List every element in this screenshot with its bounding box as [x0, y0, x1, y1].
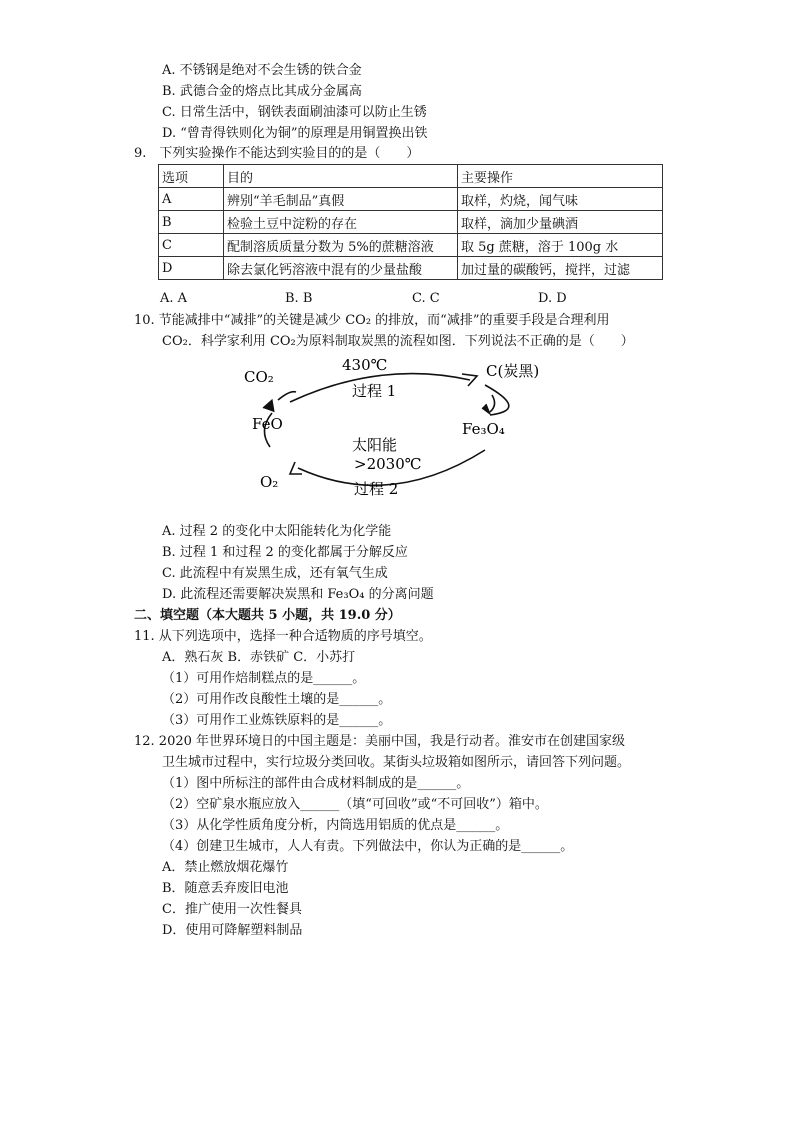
- diagram-co2: CO₂: [244, 368, 274, 386]
- table-header-row: [159, 165, 663, 188]
- q11-stem: 11. 从下列选项中，选择一种合适物质的序号填空。: [134, 629, 432, 644]
- q9-option-d: D. D: [538, 291, 567, 306]
- q10-option-b: B. 过程 1 和过程 2 的变化都属于分解反应: [162, 545, 408, 560]
- table-cell: 除去氯化钙溶液中混有的少量盐酸: [224, 257, 458, 280]
- q9-option-b: B. B: [285, 291, 313, 306]
- q11-choices: A．熟石灰 B．赤铁矿 C．小苏打: [162, 650, 356, 665]
- table-cell: A: [159, 188, 224, 211]
- q12-item-4: （4）创建卫生城市，人人有责。下列做法中，你认为正确的是______。: [162, 839, 574, 854]
- q8-option-a: A. 不锈钢是绝对不会生锈的铁合金: [162, 63, 362, 78]
- diagram-feo: FeO: [252, 415, 283, 433]
- diagram-carbon: C(炭黑): [486, 362, 540, 380]
- o2-arrow-icon: [290, 462, 302, 474]
- co2-arc: [278, 392, 296, 400]
- section-heading: 二、填空题（本大题共 5 小题，共 19.0 分）: [134, 608, 401, 623]
- table-cell: 取 5g 蔗糖，溶于 100g 水: [458, 234, 663, 257]
- q9-stem: 9. 下列实验操作不能达到实验目的的是（ ）: [134, 146, 420, 161]
- q12-stem-line1: 12. 2020 年世界环境日的中国主题是：美丽中国，我是行动者。淮安市在创建国家级: [134, 734, 626, 749]
- q9-table: [158, 164, 663, 280]
- diagram-temp1: 430℃: [342, 356, 388, 374]
- table-header: 主要操作: [458, 165, 663, 188]
- table-cell: 取样，滴加少量碘酒: [458, 211, 663, 234]
- diagram-process2: 过程 2: [354, 480, 399, 498]
- q8-option-d: D. “曾青得铁则化为铜”的原理是用铜置换出铁: [162, 126, 428, 141]
- diagram-fe3o4: Fe₃O₄: [462, 420, 505, 438]
- q12-option-d: D．使用可降解塑料制品: [162, 923, 303, 938]
- q8-option-b: B. 武德合金的熔点比其成分金属高: [162, 84, 362, 99]
- table-cell: 辨别“羊毛制品”真假: [224, 188, 458, 211]
- table-row: [159, 234, 663, 257]
- q12-item-1: （1）图中所标注的部件由合成材料制成的是______。: [162, 776, 470, 791]
- table-row: [159, 188, 663, 211]
- table-cell: 取样，灼烧，闻气味: [458, 188, 663, 211]
- diagram-process1: 过程 1: [352, 382, 397, 400]
- table-cell: 配制溶质质量分数为 5%的蔗糖溶液: [224, 234, 458, 257]
- q12-stem-line2: 卫生城市过程中，实行垃圾分类回收。某街头垃圾箱如图所示，请回答下列问题。: [162, 755, 631, 770]
- diagram-solar: 太阳能: [352, 436, 398, 454]
- q12-item-2: （2）空矿泉水瓶应放入______（填“可回收”或“不可回收”）箱中。: [162, 797, 548, 812]
- diagram-temp2: >2030℃: [354, 455, 422, 473]
- q12-option-c: C．推广使用一次性餐具: [162, 902, 302, 917]
- table-cell: B: [159, 211, 224, 234]
- q10-stem-line2: CO₂．科学家利用 CO₂为原料制取炭黑的流程如图．下列说法不正确的是（ ）: [162, 334, 634, 349]
- q11-item-2: （2）可用作改良酸性土壤的是______。: [162, 692, 392, 707]
- q10-stem-line1: 10. 节能减排中“减排”的关键是减少 CO₂ 的排放，而“减排”的重要手段是合理利用: [134, 313, 610, 328]
- co2-cycle-diagram: [230, 350, 570, 510]
- diagram-o2: O₂: [260, 473, 279, 491]
- table-header: 目的: [224, 165, 458, 188]
- fe3o4-arrow-icon: [482, 404, 490, 414]
- q12-option-b: B．随意丢弃废旧电池: [162, 881, 289, 896]
- q11-item-3: （3）可用作工业炼铁原料的是______。: [162, 713, 392, 728]
- table-row: [159, 211, 663, 234]
- table-cell: D: [159, 257, 224, 280]
- q10-option-d: D. 此流程还需要解决炭黑和 Fe₃O₄ 的分离问题: [162, 587, 434, 602]
- q12-option-a: A．禁止燃放烟花爆竹: [162, 860, 289, 875]
- q10-option-c: C. 此流程中有炭黑生成，还有氧气生成: [162, 566, 388, 581]
- table-cell: 检验土豆中淀粉的存在: [224, 211, 458, 234]
- table-cell: C: [159, 234, 224, 257]
- q9-option-a: A. A: [160, 291, 188, 306]
- q12-item-3: （3）从化学性质角度分析，内筒选用铝质的优点是______。: [162, 818, 509, 833]
- q8-option-c: C. 日常生活中，钢铁表面刷油漆可以防止生锈: [162, 105, 427, 120]
- fe3o4-arrow-path: [490, 395, 495, 412]
- q10-option-a: A. 过程 2 的变化中太阳能转化为化学能: [162, 524, 392, 539]
- q11-item-1: （1）可用作焙制糕点的是______。: [162, 671, 366, 686]
- table-header: 选项: [159, 165, 224, 188]
- table-row: [159, 257, 663, 280]
- q9-option-c: C. C: [412, 291, 440, 306]
- table-cell: 加过量的碳酸钙，搅拌，过滤: [458, 257, 663, 280]
- feo-arrow-icon: [263, 400, 274, 412]
